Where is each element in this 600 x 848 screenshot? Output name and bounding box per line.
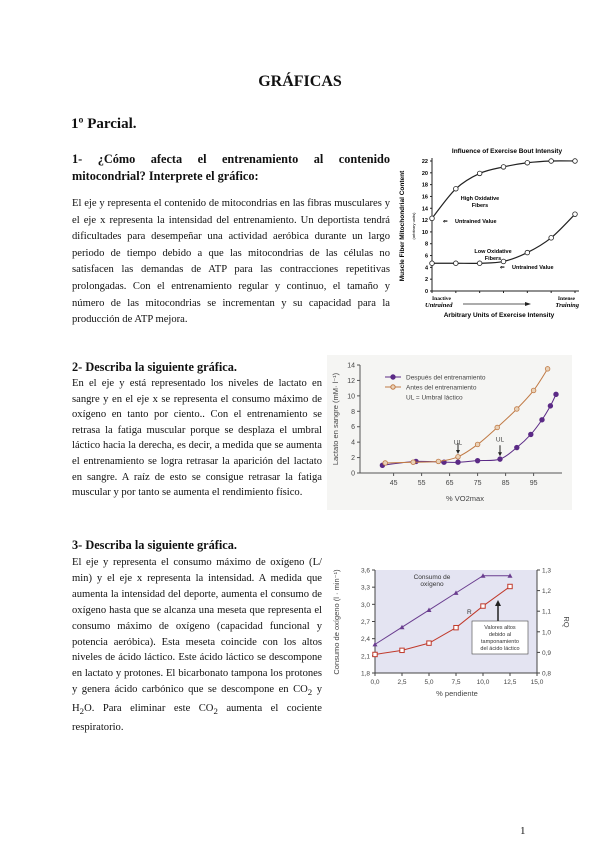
y-tick-label: 3,3 <box>360 584 370 592</box>
y-right-tick-label: 1,0 <box>542 629 552 637</box>
x-tick-label: 12,5 <box>503 679 517 686</box>
y-tick-label: 22 <box>421 159 428 165</box>
series-label: Fibers <box>471 203 489 209</box>
legend-note: UL = Umbral láctico <box>406 394 463 402</box>
x-tick-label: 55 <box>417 480 426 487</box>
y-tick-label: 3,6 <box>360 567 370 575</box>
data-point <box>501 165 506 170</box>
data-point <box>531 388 536 393</box>
legend-label: Después del entrenamiento <box>406 374 486 382</box>
x-tick-label: 45 <box>389 480 398 487</box>
page-title: GRÁFICAS <box>258 73 342 90</box>
data-point <box>481 604 485 608</box>
y-right-tick-label: 1,2 <box>542 588 552 596</box>
annotation-text: Valores altos <box>484 625 516 631</box>
x-tick-label: 65 <box>445 480 454 487</box>
y-tick-label: 6 <box>424 253 428 260</box>
series-label: oxígeno <box>420 581 444 588</box>
data-point <box>477 171 482 176</box>
series-label: Fibers <box>484 256 502 262</box>
y-tick-label: 4 <box>424 265 428 272</box>
series-label: High Oxidative <box>460 196 500 202</box>
answer-text: O. Para eliminar este CO <box>84 703 214 715</box>
x-tick-label: 75 <box>473 480 482 487</box>
series-label: Low Oxidative <box>474 249 512 255</box>
question-2-heading: 2- Describa la siguiente gráfica. <box>72 360 237 374</box>
data-point <box>454 261 459 266</box>
data-point <box>529 432 534 437</box>
x-end-label: Intense <box>557 296 575 302</box>
chart-title: Influence of Exercise Bout Intensity <box>451 148 563 155</box>
x-tick-label: 15,0 <box>530 679 544 686</box>
legend-label: Antes del entrenamiento <box>406 384 477 392</box>
data-point <box>430 261 435 266</box>
data-point <box>540 417 545 422</box>
data-point <box>454 186 459 191</box>
y-tick-label: 2,7 <box>360 619 370 626</box>
y-axis-label: Consumo de oxígeno (l · min⁻¹) <box>332 569 341 675</box>
oxygen-consumption-chart <box>327 552 572 707</box>
data-point <box>554 392 559 397</box>
y-tick-label: 10 <box>347 393 355 401</box>
x-axis-label: Arbitrary Units of Exercise Intensity <box>443 312 555 319</box>
data-point <box>501 259 506 264</box>
y-tick-label: 3,0 <box>360 601 370 609</box>
data-point <box>498 457 503 462</box>
arrow-head-icon <box>525 302 531 306</box>
y-axis-label: Muscle Fiber Mitochondrial Content <box>399 170 406 282</box>
data-point <box>477 261 482 266</box>
data-point <box>515 407 520 412</box>
y-tick-label: 18 <box>421 182 428 189</box>
ul-label: UL <box>453 439 463 447</box>
data-point <box>475 442 480 447</box>
subscript: 2 <box>213 706 218 717</box>
arrow-icon: ⇐ <box>443 219 448 225</box>
data-point <box>454 625 458 629</box>
question-1-answer: El eje y representa el contenido de mitocondrias en las fibras musculares y el eje x representa la intensidad del entrenamiento. Un deportista tendrá dificultades para desempeñar una actividad aeróbica durante un largo periodo de tiempo debido a que las mitocondrias de las células no satisfacen las demandas de ATP para las contracciones repetitivas prolongadas. Con el entrenamiento regular y continuo, el tamaño y número de las mitocondrias se incrementan y su capacidad para la producción de ATP mejora. <box>72 198 390 326</box>
x-tick-label: 85 <box>501 480 510 487</box>
y-tick-label: 8 <box>351 408 355 416</box>
data-point <box>548 404 553 409</box>
y-tick-label: 20 <box>421 170 428 177</box>
y-tick-label: 2,4 <box>360 636 370 644</box>
series-label: R <box>467 609 472 616</box>
blood-lactate-chart <box>327 355 572 510</box>
data-point <box>525 250 530 255</box>
data-point <box>383 461 388 466</box>
y-tick-label: 12 <box>347 377 355 385</box>
data-point <box>373 652 377 656</box>
data-point <box>549 159 554 164</box>
data-point <box>400 648 404 652</box>
y-right-tick-label: 1,3 <box>542 567 552 575</box>
y-tick-label: 2 <box>424 277 428 284</box>
data-point <box>475 458 480 463</box>
question-3-heading: 3- Describa la siguiente gráfica. <box>72 538 237 552</box>
section-title: 1º Parcial. <box>71 116 137 132</box>
y-axis-right-label: RQ <box>562 616 571 628</box>
y-tick-label: 14 <box>421 206 428 213</box>
answer-text: y H <box>72 684 322 715</box>
question-3-answer <box>72 555 322 736</box>
subscript: 2 <box>79 706 85 717</box>
data-point <box>573 159 578 164</box>
annotation-text: debido al <box>488 632 512 638</box>
y-tick-label: 1,8 <box>360 670 370 678</box>
y-right-tick-label: 0,9 <box>542 649 552 657</box>
arrow-icon: ⇐ <box>500 265 505 271</box>
y-tick-label: 2,1 <box>360 653 370 661</box>
page-number: 1 <box>520 825 526 837</box>
legend-marker <box>391 385 395 389</box>
x-tick-label: 95 <box>529 480 538 487</box>
subscript: 2 <box>307 687 313 698</box>
annotation: Untrained Value <box>512 265 554 271</box>
question-1-heading: 1- ¿Cómo afecta el entrenamiento al contenido mitocondrial? Interprete el gráfico: <box>72 152 390 183</box>
x-end-label: Training <box>555 302 579 309</box>
x-tick-label: 0,0 <box>370 679 380 686</box>
data-point <box>525 160 530 165</box>
data-point <box>549 236 554 241</box>
ul-label: UL <box>495 436 505 444</box>
x-start-label: Inactive <box>432 296 451 302</box>
y-tick-label: 8 <box>424 241 428 248</box>
x-axis-label: % pendiente <box>436 689 478 698</box>
y-axis-label: Lactato en sangre (mM· l⁻¹) <box>331 372 340 466</box>
data-point <box>495 425 500 430</box>
y-tick-label: 0 <box>424 289 428 295</box>
data-point <box>508 584 512 588</box>
x-start-label: Untrained <box>425 302 453 309</box>
legend-marker <box>391 375 395 379</box>
answer-text: aumenta el cociente respiratorio. <box>72 703 323 734</box>
mitochondrial-content-chart <box>395 141 592 323</box>
y-tick-label: 16 <box>421 194 428 201</box>
y-tick-label: 10 <box>421 229 428 236</box>
data-point <box>427 641 431 645</box>
x-tick-label: 7,5 <box>451 679 461 686</box>
data-point <box>545 367 550 372</box>
data-point <box>515 445 520 450</box>
data-point <box>456 460 461 465</box>
question-2-answer: En el eje y está representado los niveles de lactato en sangre y en el eje x se representa el consumo máximo de oxígeno en tanto por ciento.. Con el entrenamiento se retrasa la fatiga muscular porque se desplaza el umbral láctico hacia la derecha, es decir, a medida que se aumenta el entrenamiento se logra retrasar la aparición del lactato en sangre. A raíz de esto se consigue retrasar la fatiga muscular y por tanto se aumenta el rendimiento físico. <box>72 378 322 499</box>
y-right-tick-label: 1,1 <box>542 608 552 616</box>
annotation-text: del ácido láctico <box>480 646 520 652</box>
x-tick-label: 5,0 <box>424 679 434 686</box>
annotation-text: tamponamiento <box>481 639 519 645</box>
data-point <box>573 212 578 217</box>
data-point <box>430 216 435 221</box>
y-tick-label: 2 <box>351 455 355 463</box>
y-axis-sublabel: (arbitrary units) <box>411 212 416 240</box>
data-point <box>456 455 461 460</box>
y-tick-label: 6 <box>351 424 355 432</box>
data-point <box>436 459 441 464</box>
y-right-tick-label: 0,8 <box>542 670 552 678</box>
y-tick-label: 0 <box>351 470 355 478</box>
x-tick-label: 2,5 <box>397 679 407 686</box>
data-point <box>411 460 416 465</box>
y-tick-label: 4 <box>351 439 355 447</box>
x-tick-label: 10,0 <box>476 679 490 686</box>
y-tick-label: 12 <box>421 218 428 225</box>
annotation: Untrained Value <box>455 219 497 225</box>
y-tick-label: 14 <box>347 362 355 370</box>
answer-text: El eje y representa el consumo máximo de oxígeno (L/ min) y el eje x representa la intensidad. A medida que aumenta la intensidad del deporte, aumenta el consumo de oxígeno hasta que se alcanza una meseta que representa el consumo máximo de oxígeno (capacidad funcional y potencia aeróbica). Esta meseta coincide con los altos niveles de ácido láctico. Este ácido láctico se descompone en lactato y protones. El bicarbonato tampona los protones y genera ácido carbónico que se descompone en CO <box>72 557 322 696</box>
x-axis-label: % VO2max <box>446 494 484 503</box>
series-label: Consumo de <box>413 574 451 581</box>
